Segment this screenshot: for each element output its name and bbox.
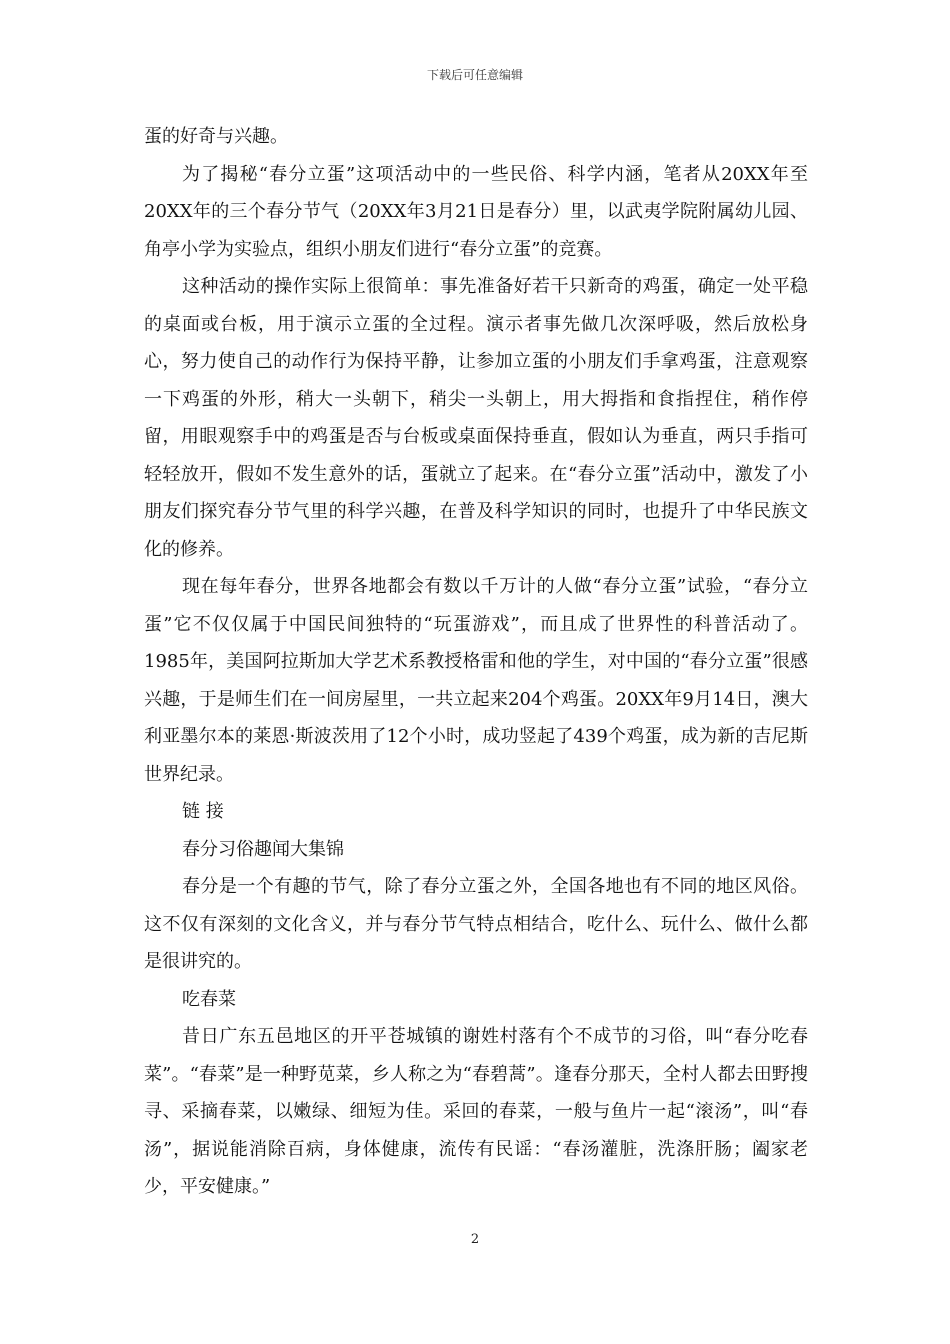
paragraph-customs-intro: 春分是一个有趣的节气，除了春分立蛋之外，全国各地也有不同的地区风俗。这不仅有深刻的文化含义，并与春分节气特点相结合，吃什么、玩什么、做什么都是很讲究的。 — [144, 876, 808, 972]
paragraph-procedure: 这种活动的操作实际上很简单：事先准备好若干只新奇的鸡蛋，确定一处平稳的桌面或台板，用于演示立蛋的全过程。演示者事先做几次深呼吸，然后放松身心，努力使自己的动作行为保持平静，让参加立蛋的小朋友们手拿鸡蛋，注意观察一下鸡蛋的外形，稍大一头朝下，稍尖一头朝上，用大拇指和食指捏住，稍作停留，用眼观察手中的鸡蛋是否与台板或桌面保持垂直，假如认为垂直，两只手指可轻轻放开，假如不发生意外的话，蛋就立了起来。在“春分立蛋”活动中，激发了小朋友们探究春分节气里的科学兴趣，在普及科学知识的同时，也提升了中华民族文化的修养。 — [144, 276, 808, 560]
paragraph-spring-vegetable: 昔日广东五邑地区的开平苍城镇的谢姓村落有个不成节的习俗，叫“春分吃春菜”。“春菜”是一种野苋菜，乡人称之为“春碧蒿”。逢春分那天，全村人都去田野搜寻、采摘春菜，以嫩绿、细短为佳。采回的春菜，一般与鱼片一起“滚汤”，叫“春汤”，据说能消除百病，身体健康，流传有民谣：“春汤灌脏，洗涤肝肠；阖家老少，平安健康。” — [144, 1026, 808, 1197]
paragraph-experiment-intro: 为了揭秘“春分立蛋”这项活动中的一些民俗、科学内涵，笔者从20XX年至20XX年的三个春分节气（20XX年3月21日是春分）里，以武夷学院附属幼儿园、角亭小学为实验点，组织小朋友们进行“春分立蛋”的竞赛。 — [144, 163, 808, 260]
page-header: 下载后可任意编辑 — [426, 68, 523, 82]
paragraph-world-records: 现在每年春分，世界各地都会有数以千万计的人做“春分立蛋”试验，“春分立蛋”它不仅仅属于中国民间独特的“玩蛋游戏”，而且成了世界性的科普活动了。1985年，美国阿拉斯加大学艺术系教授格雷和他的学生，对中国的“春分立蛋”很感兴趣，于是师生们在一间房屋里，一共立起来204个鸡蛋。20XX年9月14日，澳大利亚墨尔本的莱恩·斯波茨用了12个小时，成功竖起了439个鸡蛋，成为新的吉尼斯世界纪录。 — [144, 576, 808, 785]
page-number: 2 — [470, 1232, 480, 1247]
paragraph-continuation: 蛋的好奇与兴趣。 — [144, 126, 288, 147]
section-label-link: 链 接 — [182, 801, 224, 822]
document-body — [144, 118, 808, 1206]
section-title-customs: 春分习俗趣闻大集锦 — [182, 838, 344, 860]
subheading-eat-spring-vegetable: 吃春菜 — [182, 988, 236, 1010]
